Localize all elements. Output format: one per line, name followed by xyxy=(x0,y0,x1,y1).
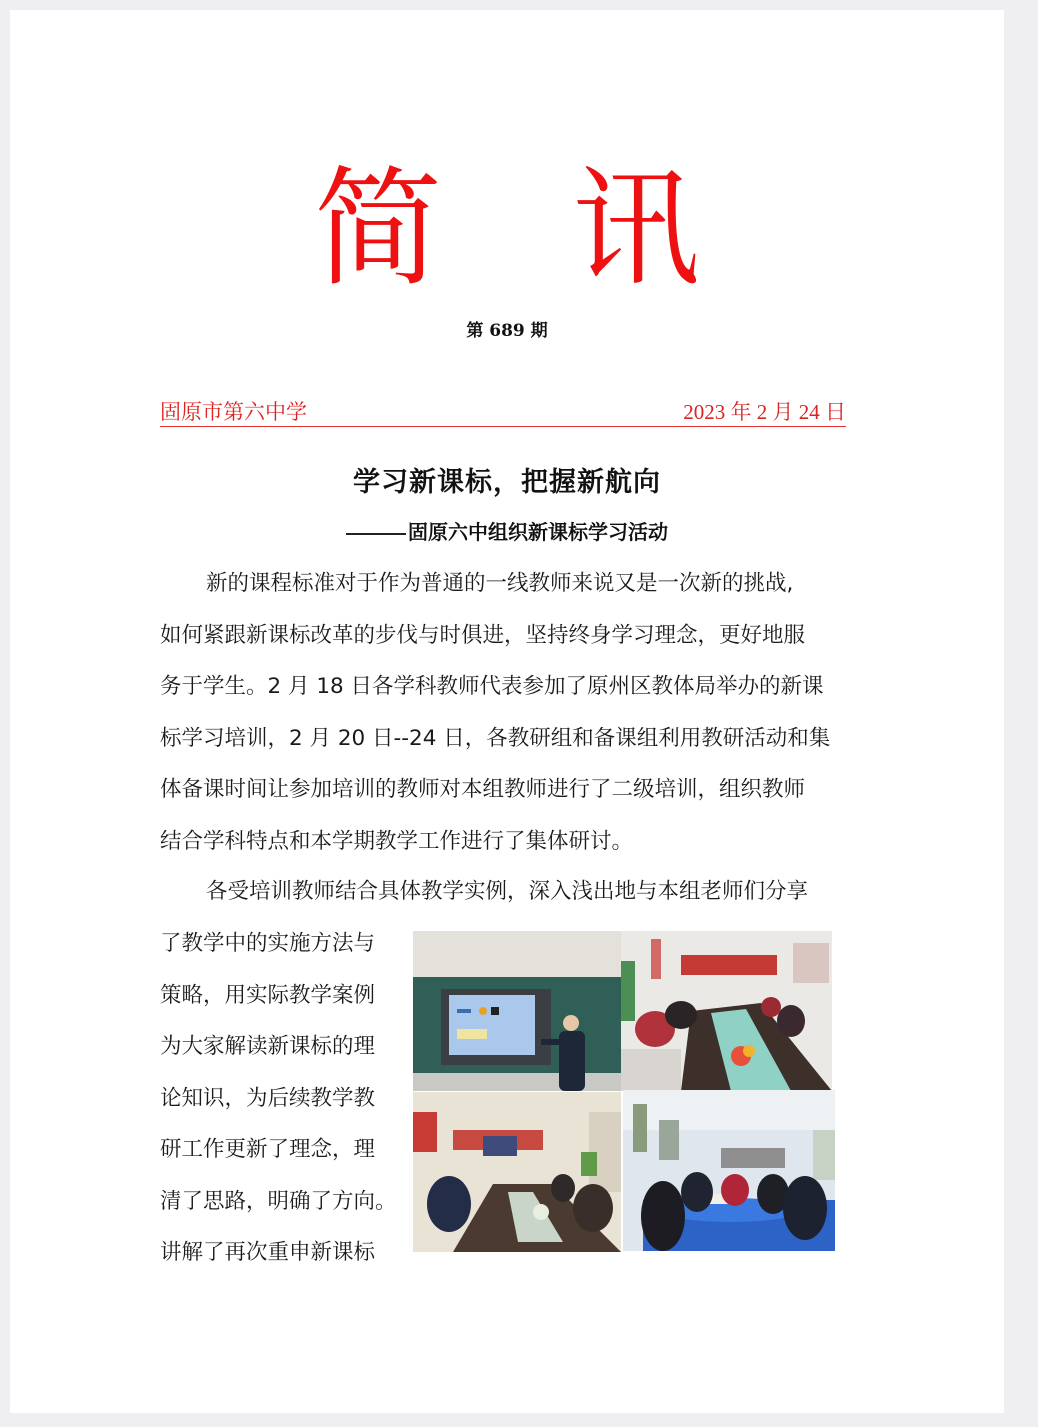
text-line: 新的课程标准对于作为普通的一线教师来说又是一次新的挑战, xyxy=(206,571,794,596)
article-headline: 学习新课标，把握新航向 xyxy=(353,467,661,498)
text-line: 结合学科特点和本学期教学工作进行了集体研讨。 xyxy=(160,828,634,854)
text-line: 务于学生。2 月 18 日各学科教师代表参加了原州区教体局举办的新课 xyxy=(160,674,824,699)
organization-name: 固原市第六中学 xyxy=(160,400,307,424)
issue-number: 第 689 期 xyxy=(466,321,548,341)
em-dash-rule xyxy=(346,533,406,535)
photo-classroom-group xyxy=(623,1090,835,1251)
text-line: 了教学中的实施方法与 xyxy=(160,931,376,956)
photo-conference-table xyxy=(413,1092,621,1252)
masthead-char-2: 讯 xyxy=(572,155,701,304)
text-line: 清了思路，明确了方向。 xyxy=(160,1188,397,1214)
text-line: 研工作更新了理念，理 xyxy=(160,1137,376,1162)
text-line: 各受培训教师结合具体教学实例，深入浅出地与本组老师们分享 xyxy=(206,879,809,904)
text-line: 体备课时间让参加培训的教师对本组教师进行了二级培训，组织教师 xyxy=(160,777,806,802)
masthead-title xyxy=(10,155,1004,304)
paragraph-2-first-line xyxy=(160,866,860,918)
paragraph-2-wrapped xyxy=(160,918,410,1279)
newsletter-page xyxy=(10,10,1004,1413)
dateline xyxy=(160,398,846,427)
photo-meeting-room xyxy=(621,931,832,1091)
text-line: 策略，用实际教学案例 xyxy=(160,982,376,1008)
masthead-char-1: 简 xyxy=(313,155,442,304)
paragraph-1 xyxy=(160,558,860,867)
text-line: 如何紧跟新课标改革的步伐与时俱进，坚持终身学习理念，更好地服 xyxy=(160,622,806,648)
article-subtitle-text: 固原六中组织新课标学习活动 xyxy=(408,520,668,544)
photo-teacher-presenting xyxy=(413,931,621,1091)
text-line: 标学习培训，2 月 20 日--24 日，各教研组和备课组利用教研活动和集 xyxy=(160,725,831,751)
text-line: 讲解了再次重申新课标 xyxy=(160,1240,376,1265)
publish-date: 2023 年 2 月 24 日 xyxy=(683,400,846,424)
article-subtitle xyxy=(10,516,1004,545)
text-line: 为大家解读新课标的理 xyxy=(160,1034,376,1059)
text-line: 论知识，为后续教学教 xyxy=(160,1085,376,1111)
